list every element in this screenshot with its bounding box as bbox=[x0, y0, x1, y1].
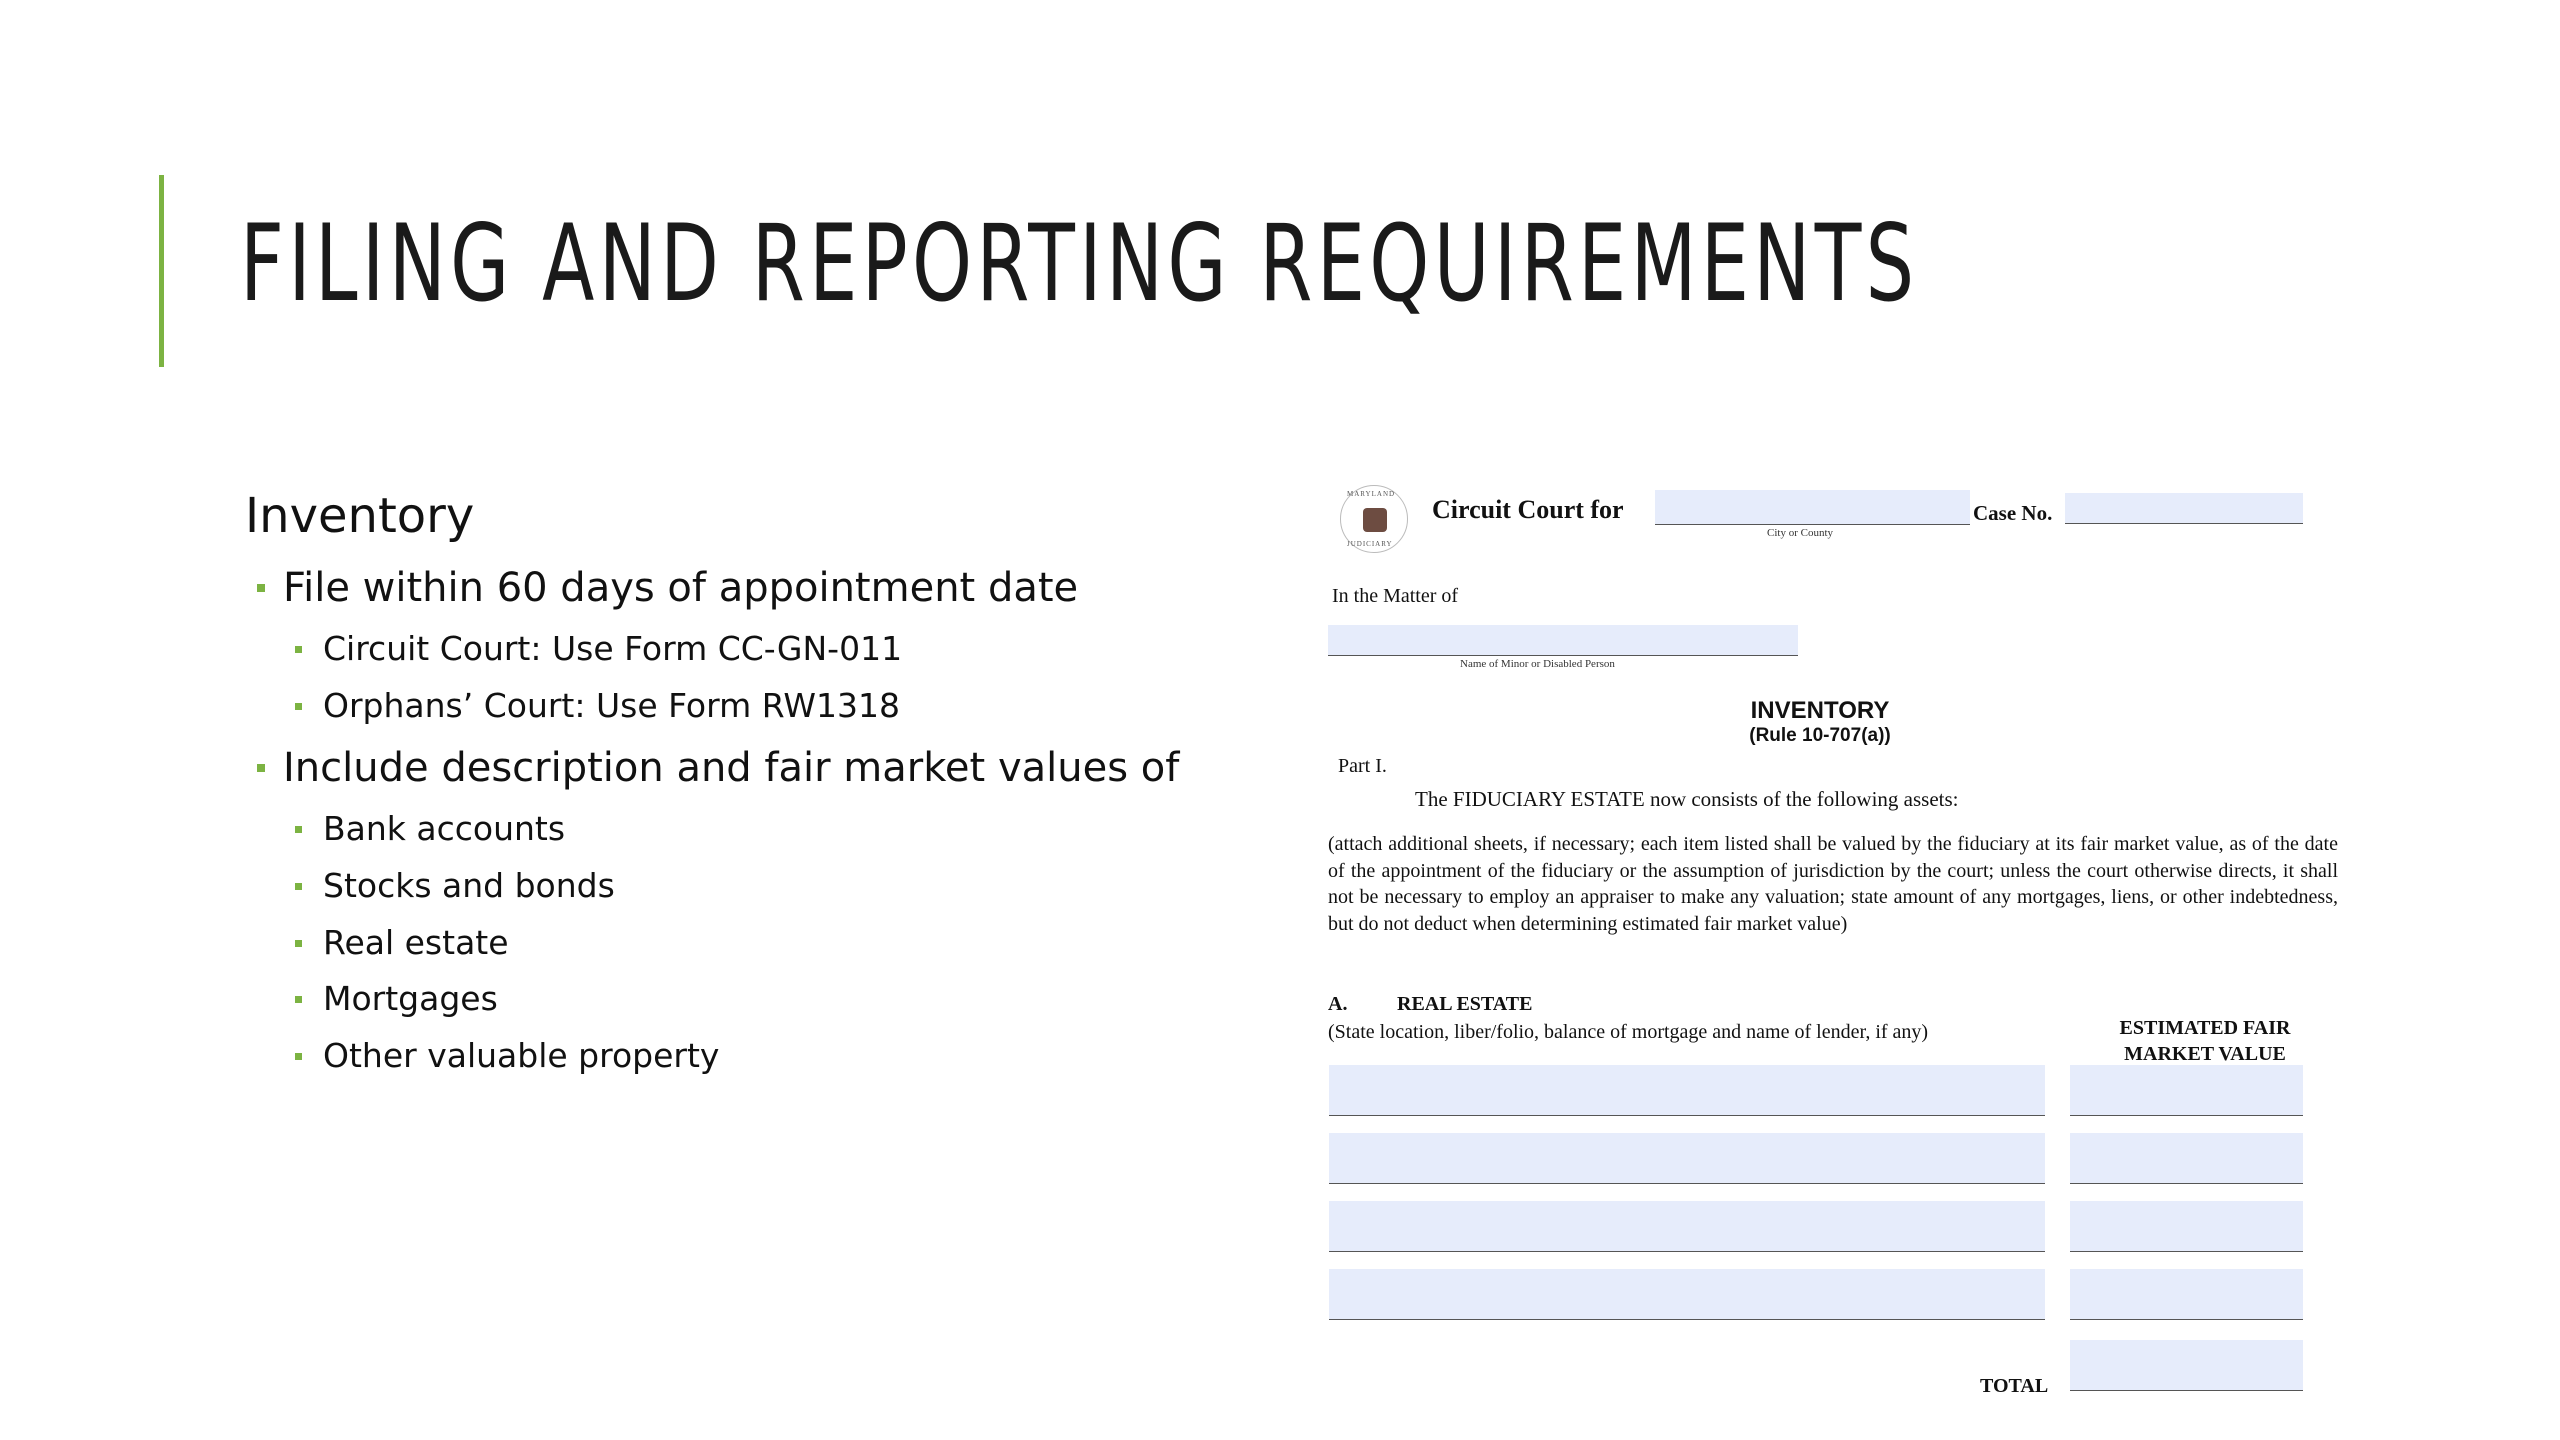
bullet-marker-icon bbox=[295, 996, 302, 1003]
bullet-text: Stocks and bonds bbox=[323, 865, 615, 905]
real-estate-desc-field[interactable] bbox=[1329, 1269, 2045, 1320]
maryland-judiciary-seal-icon bbox=[1340, 485, 1408, 553]
case-number-label: Case No. bbox=[1973, 501, 2053, 525]
seal-text-bottom: JUDICIARY bbox=[1347, 540, 1393, 548]
bullet-level1 bbox=[245, 562, 1245, 614]
section-description: (State location, liber/folio, balance of mortgage and name of lender, if any) bbox=[1328, 1021, 1929, 1043]
person-name-field[interactable] bbox=[1328, 625, 1798, 656]
seal-text-top: MARYLAND bbox=[1347, 490, 1396, 498]
bullet-marker-icon bbox=[295, 1053, 302, 1060]
bullet-marker-icon bbox=[295, 883, 302, 890]
section-letter: A. bbox=[1328, 993, 1348, 1015]
estate-statement: The FIDUCIARY ESTATE now consists of the following assets: bbox=[1415, 787, 1959, 811]
bullet-marker-icon bbox=[257, 584, 265, 592]
total-label: TOTAL bbox=[1980, 1375, 2049, 1397]
city-caption: City or County bbox=[1767, 527, 1834, 539]
bullet-marker-icon bbox=[295, 940, 302, 947]
real-estate-value-field[interactable] bbox=[2070, 1269, 2303, 1320]
value-header-line1: ESTIMATED FAIR bbox=[2119, 1017, 2291, 1039]
real-estate-desc-field[interactable] bbox=[1329, 1133, 2045, 1184]
bullet-level2 bbox=[245, 978, 1245, 1021]
bullet-marker-icon bbox=[257, 764, 265, 772]
section-title: REAL ESTATE bbox=[1397, 993, 1533, 1015]
bullet-marker-icon bbox=[295, 646, 302, 653]
bullet-text: Bank accounts bbox=[323, 808, 566, 848]
bullet-text: Mortgages bbox=[323, 979, 498, 1019]
bullet-text: Real estate bbox=[323, 922, 509, 962]
bullet-level2 bbox=[245, 685, 1245, 728]
real-estate-desc-field[interactable] bbox=[1329, 1201, 2045, 1252]
bullet-level2 bbox=[245, 628, 1245, 671]
real-estate-value-field[interactable] bbox=[2070, 1133, 2303, 1184]
bullet-text: Include description and fair market values of bbox=[283, 744, 1180, 791]
bullet-level2 bbox=[245, 808, 1245, 851]
form-title: INVENTORY bbox=[1750, 697, 1890, 724]
inventory-heading: Inventory bbox=[245, 488, 475, 544]
instructions-paragraph: (attach additional sheets, if necessary; each item listed shall be valued by the fiduciary at its fair market value, as of the date of the appointment of the fiduciary or the assumption of jurisdiction by the court; unless the court otherwise directs, it shall not be necessary to employ an appraiser to make any valuation; state amount of any mortgages, liens, or other indebtedness, but do not deduct when determining estimated fair market value) bbox=[1328, 833, 2338, 935]
title-accent-bar bbox=[159, 175, 164, 367]
inventory-form-image bbox=[1320, 475, 2340, 1415]
total-value-field[interactable] bbox=[2070, 1340, 2303, 1391]
case-number-field[interactable] bbox=[2065, 493, 2303, 524]
matter-label: In the Matter of bbox=[1332, 585, 1459, 607]
court-name-field[interactable] bbox=[1655, 490, 1970, 525]
bullet-text: File within 60 days of appointment date bbox=[283, 565, 1079, 611]
bullet-level2 bbox=[245, 865, 1245, 908]
bullet-text: Circuit Court: Use Form CC-GN-011 bbox=[323, 629, 903, 668]
value-header-line2: MARKET VALUE bbox=[2124, 1043, 2286, 1065]
bullet-marker-icon bbox=[295, 826, 302, 833]
bullet-text: Other valuable property bbox=[323, 1036, 720, 1076]
value-column-header bbox=[2065, 1015, 2345, 1067]
name-caption: Name of Minor or Disabled Person bbox=[1460, 658, 1615, 670]
real-estate-value-field[interactable] bbox=[2070, 1201, 2303, 1252]
real-estate-desc-field[interactable] bbox=[1329, 1065, 2045, 1116]
bullet-text: Orphans’ Court: Use Form RW1318 bbox=[323, 685, 900, 725]
bullet-level1 bbox=[245, 742, 1245, 794]
court-label: Circuit Court for bbox=[1432, 495, 1624, 524]
bullet-level2 bbox=[245, 922, 1245, 965]
real-estate-value-field[interactable] bbox=[2070, 1065, 2303, 1116]
bullet-marker-icon bbox=[295, 703, 302, 710]
form-rule: (Rule 10-707(a)) bbox=[1749, 725, 1891, 746]
bullet-level2 bbox=[245, 1035, 1245, 1078]
slide-title: FILING AND REPORTING REQUIREMENTS bbox=[240, 202, 1919, 325]
part-label: Part I. bbox=[1338, 755, 1387, 777]
seal-emblem bbox=[1363, 508, 1387, 532]
slide-content bbox=[245, 488, 1245, 1092]
